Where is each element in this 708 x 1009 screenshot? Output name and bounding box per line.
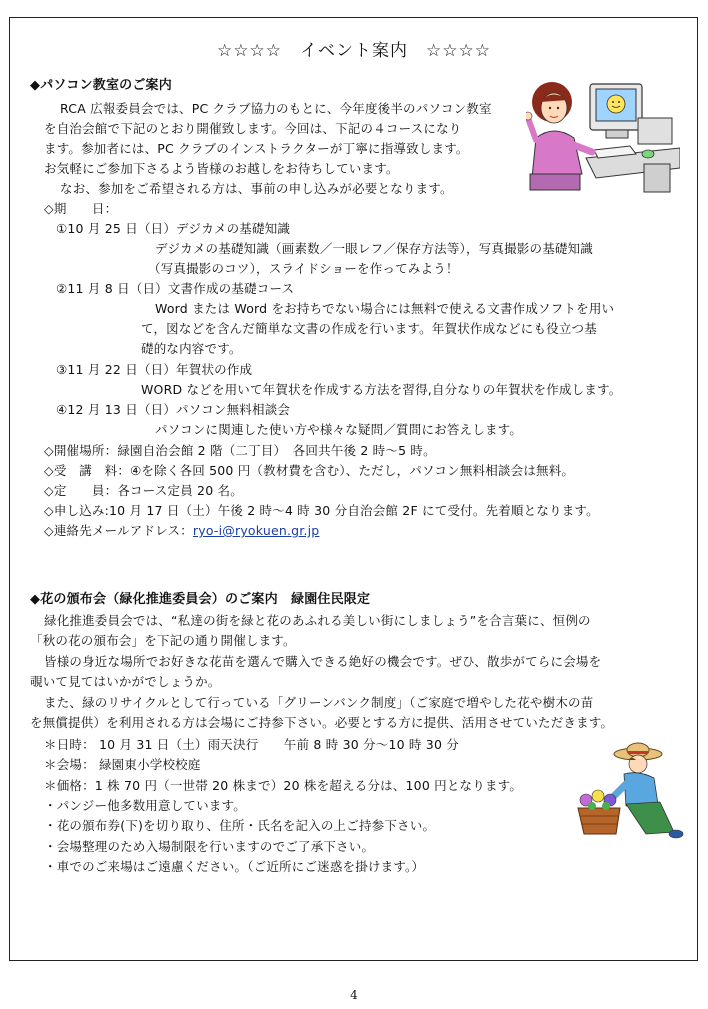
course-title: ②11 月 8 日（日）文書作成の基礎コース	[56, 281, 295, 296]
pc-intro-line: RCA 広報委員会では、PC クラブ協力のもとに、今年度後半のパソコン教室	[60, 101, 492, 116]
pc-section-heading: ◆パソコン教室のご案内	[30, 78, 172, 93]
contact-label: ◇連絡先メールアドレス：	[44, 523, 193, 538]
capacity-info: ◇定 員：各コース定員 20 名。	[44, 483, 243, 498]
event-date: ＊日時： 10 月 31 日（土）雨天決行 午前 8 時 30 分～10 時 30 分	[44, 737, 459, 752]
gardener-with-flower-basket-icon	[576, 742, 684, 842]
flower-paragraph-line: 覗いて見てはいかがでしょうか。	[30, 674, 221, 689]
flower-section-heading: ◆花の頒布会（緑化推進委員会）のご案内 緑園住民限定	[30, 592, 371, 607]
flower-paragraph-line: 「秋の花の頒布会」を下記の通り開催します。	[30, 633, 296, 648]
flower-paragraph-line: また、緑のリサイクルとして行っている「グリーンバンク制度」（ご家庭で増やした花や樹木の苗	[44, 695, 594, 710]
schedule-label: ◇期 日：	[44, 201, 118, 216]
flower-paragraph-line: 皆様の身近な場所でお好きな花苗を選んで購入できる絶好の機会です。ぜひ、散歩がてらに会場を	[44, 654, 602, 669]
course-description: Word または Word をお持ちでない場合には無料で使える文書作成ソフトを用い	[155, 301, 615, 316]
course-title: ①10 月 25 日（日）デジカメの基礎知識	[56, 221, 291, 236]
course-title: ④12 月 13 日（日）パソコン無料相談会	[56, 402, 291, 417]
woman-at-computer-icon	[526, 78, 680, 194]
course-description: （写真撮影のコツ），スライドショーを作ってみよう！	[148, 261, 459, 276]
event-note: ・パンジー他多数用意しています。	[44, 798, 246, 813]
event-note: ・会場整理のため入場制限を行いますのでご了承下さい。	[44, 839, 375, 854]
course-description: て，図などを含んだ簡単な文書の作成を行います。年賀状作成などにも役立つ基	[141, 321, 597, 336]
course-description: 礎的な内容です。	[141, 341, 242, 356]
pc-intro-line: お気軽にご参加下さるよう皆様のお越しをお待ちしています。	[44, 161, 399, 176]
pc-intro-line: ます。参加者には、PC クラブのインストラクターが丁寧に指導致します。	[44, 141, 469, 156]
event-venue: ＊会場： 緑園東小学校校庭	[44, 757, 201, 772]
course-title: ③11 月 22 日（日）年賀状の作成	[56, 362, 253, 377]
event-price: ＊価格：1 株 70 円（一世帯 20 株まで）20 株を超える分は、100 円となります。	[44, 778, 523, 793]
fee-info: ◇受 講 料：④を除く各回 500 円（教材費を含む）、ただし，パソコン無料相談会は無料。	[44, 463, 575, 478]
venue-info: ◇開催場所：緑園自治会館 2 階（二丁目） 各回共午後 2 時～5 時。	[44, 443, 436, 458]
application-info: ◇申し込み:10 月 17 日（土）午後 2 時～4 時 30 分自治会館 2F にて受付。先着順となります。	[44, 503, 599, 518]
course-description: パソコンに関連した使い方や様々な疑問／質問にお答えします。	[155, 422, 523, 437]
page-title: ☆☆☆☆ イベント案内 ☆☆☆☆	[217, 41, 491, 61]
flower-paragraph-line: 緑化推進委員会では、“私達の街を緑と花のあふれる美しい街にしましょう”を合言葉に、恒例の	[44, 613, 591, 628]
pc-intro-line: なお、参加をご希望される方は、事前の申し込みが必要となります。	[60, 181, 453, 196]
pc-intro-line: を自治会館で下記のとおり開催致します。今回は、下記の４コースになり	[44, 121, 462, 136]
event-note: ・車でのご来場はご遠慮ください。（ご近所にご迷惑を掛けます。）	[44, 859, 425, 874]
event-note: ・花の頒布券(下)を切り取り、住所・氏名を記入の上ご持参下さい。	[44, 818, 436, 833]
page-number: 4	[350, 988, 358, 1002]
contact-email-link[interactable]: ryo-i@ryokuen.gr.jp	[192, 523, 320, 538]
course-description: デジカメの基礎知識（画素数／一眼レフ／保存方法等），写真撮影の基礎知識	[155, 241, 594, 256]
contact-info	[44, 522, 319, 540]
course-description: WORD などを用いて年賀状を作成する方法を習得,自分なりの年賀状を作成します。	[141, 382, 622, 397]
flower-paragraph-line: を無償提供）を利用される方は会場にご持参下さい。必要とする方に提供、活用させていただきます。	[30, 715, 614, 730]
